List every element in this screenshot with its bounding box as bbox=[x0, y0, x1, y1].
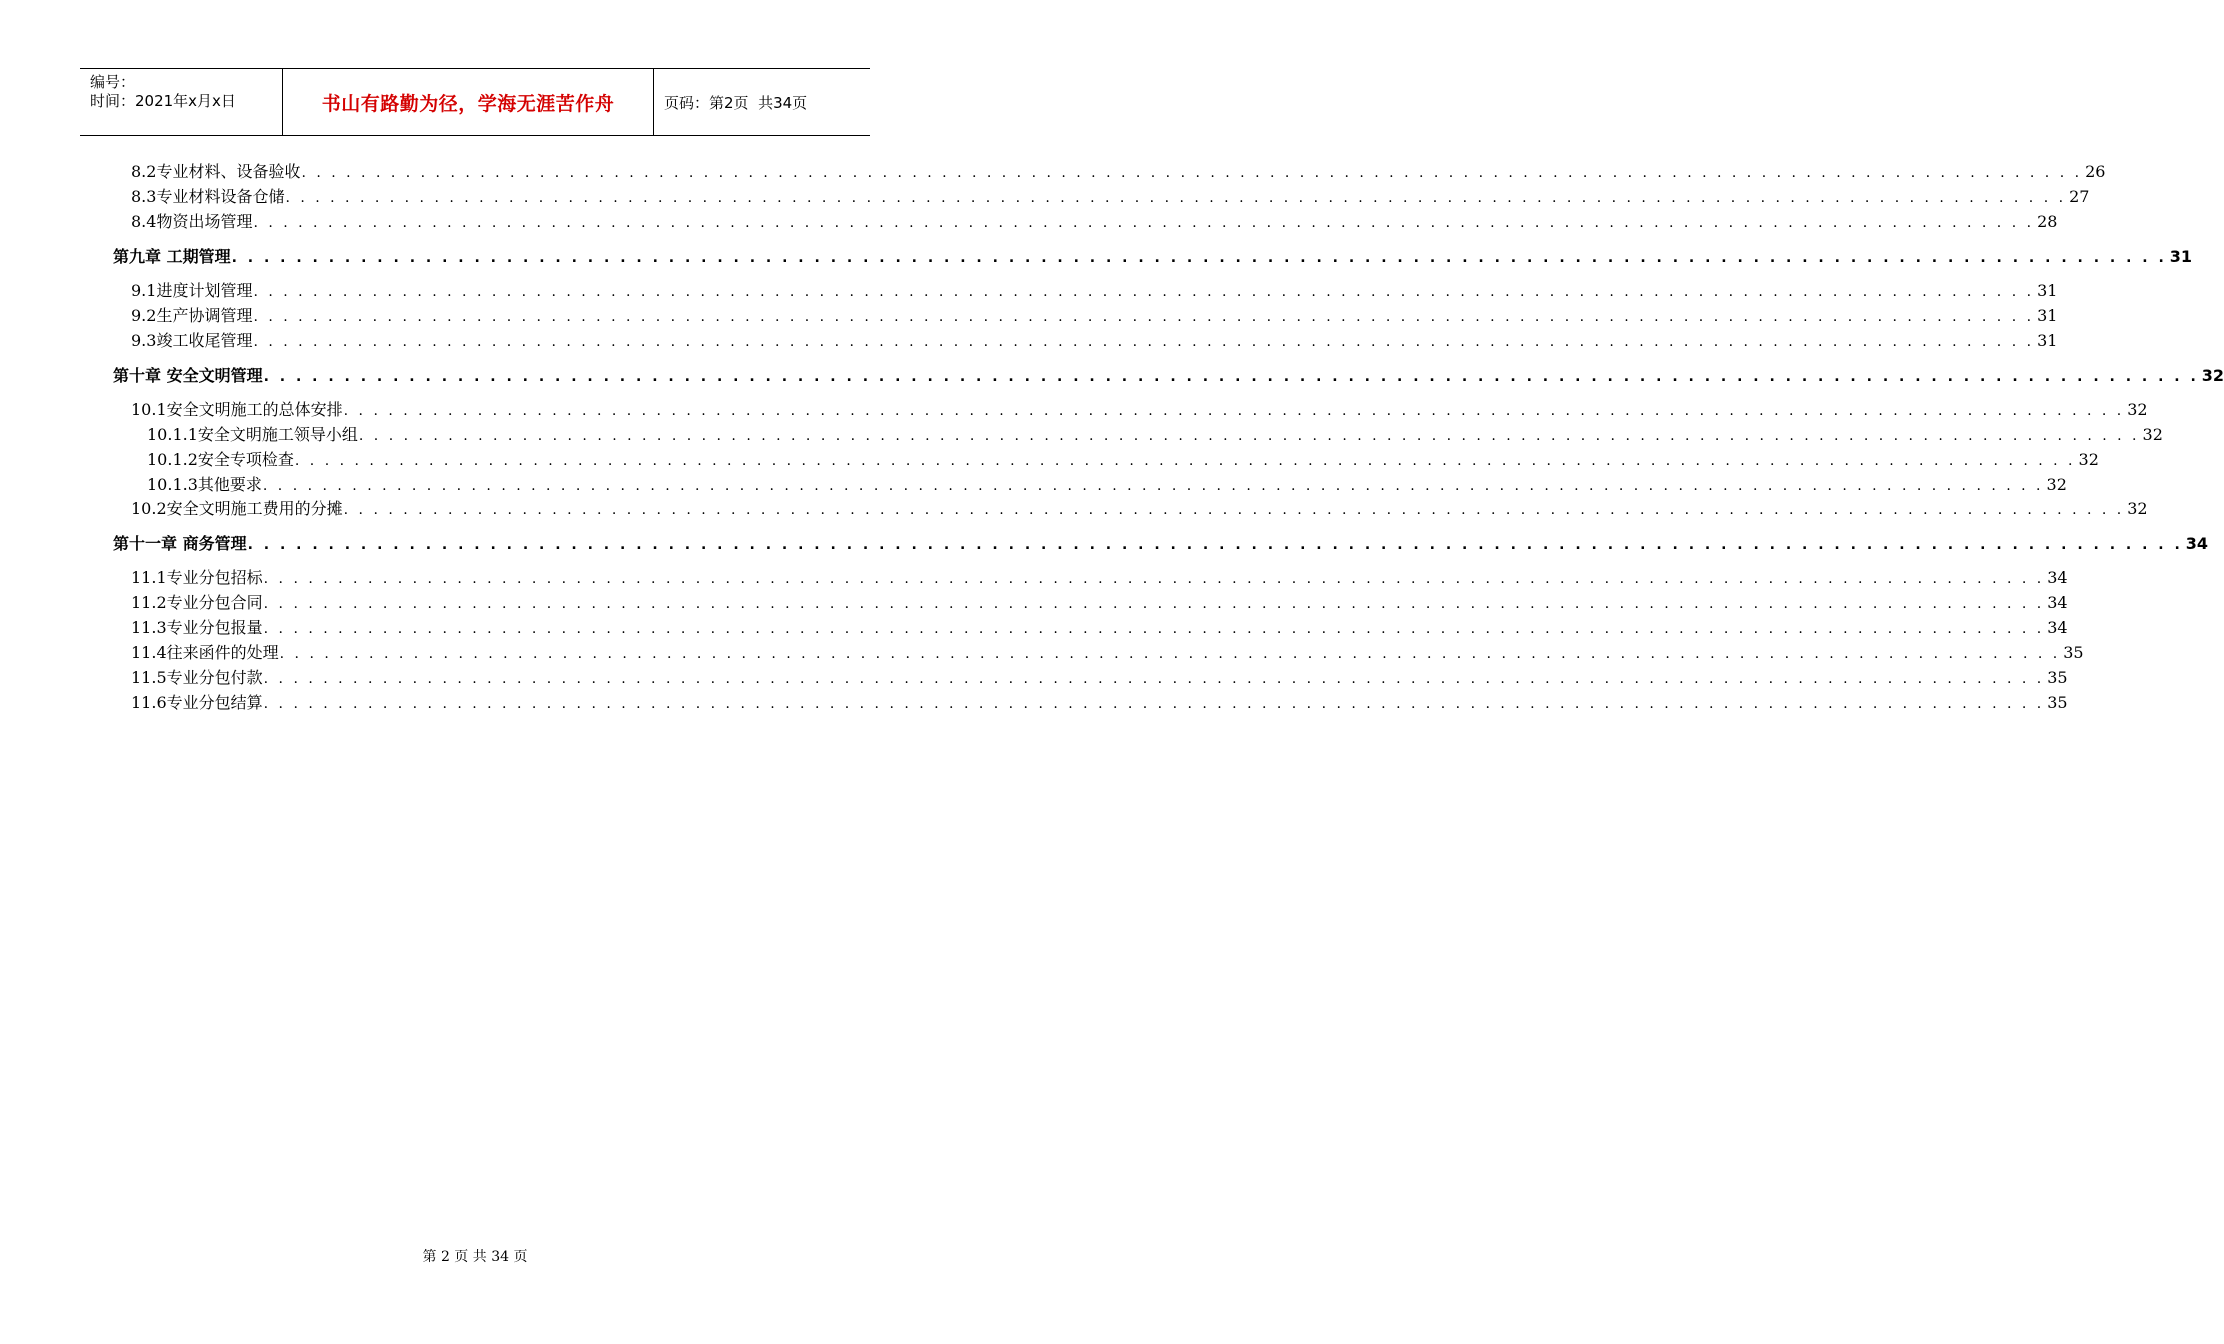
toc-entry[interactable] bbox=[131, 399, 2148, 421]
toc-entry-page: 34 bbox=[2047, 568, 2068, 587]
toc-leader-dots: . . . . . . . . . . . . . . . . . . . . . . . . . . . . . . . . . . . . . . . . . . . . . . . . . . . . . . . . . . . . . . . . . . . . . . . . . . . . . . . . . . . . . . . . . . . . . . . . . . . . . . . . . . . . . . . . . . . . . . . . bbox=[301, 165, 2083, 181]
toc-entry-page: 32 bbox=[2201, 366, 2224, 385]
toc-entry-page: 31 bbox=[2037, 281, 2058, 300]
toc-entry[interactable] bbox=[131, 330, 2058, 352]
toc-leader-dots: . . . . . . . . . . . . . . . . . . . . . . . . . . . . . . . . . . . . . . . . . . . . . . . . . . . . . . . . . . . . . . . . . . . . . . . . . . . . . . . . . . . . . . . . . . . . . . . . . . . . . . . . . . . . . . . . . . . . . . . . bbox=[263, 621, 2045, 637]
toc-entry-label: 10.2安全文明施工费用的分摊 bbox=[131, 499, 343, 518]
toc-leader-dots: . . . . . . . . . . . . . . . . . . . . . . . . . . . . . . . . . . . . . . . . . . . . . . . . . . . . . . . . . . . . . . . . . . . . . . . . . . . . . . . . . . . . . . . . . . . . . . . . . . . . . . . . . . . . . . . . . . . . . . . . bbox=[279, 646, 2061, 662]
toc-entry-label: 8.3专业材料设备仓储 bbox=[131, 187, 285, 206]
toc-entry-label: 11.4往来函件的处理 bbox=[131, 643, 279, 662]
header-motto: 书山有路勤为径，学海无涯苦作舟 bbox=[321, 92, 615, 115]
toc-entry-label: 11.3专业分包报量 bbox=[131, 618, 263, 637]
toc-entry-page: 27 bbox=[2069, 187, 2090, 206]
toc-leader-dots: . . . . . . . . . . . . . . . . . . . . . . . . . . . . . . . . . . . . . . . . . . . . . . . . . . . . . . . . . . . . . . . . . . . . . . . . . . . . . . . . . . . . . . . . . . . . . . . . . . . . . . . . . . . . . . . . . . . . . . . . bbox=[263, 369, 2199, 385]
toc-entry[interactable] bbox=[131, 642, 2084, 664]
document-number-label: 编号： bbox=[90, 73, 136, 91]
toc-entry-label: 第九章 工期管理 bbox=[113, 247, 231, 266]
toc-entry-page: 31 bbox=[2037, 306, 2058, 325]
toc-chapter-entry[interactable] bbox=[113, 533, 2209, 555]
header-meta-cell bbox=[80, 69, 282, 135]
toc-leader-dots: . . . . . . . . . . . . . . . . . . . . . . . . . . . . . . . . . . . . . . . . . . . . . . . . . . . . . . . . . . . . . . . . . . . . . . . . . . . . . . . . . . . . . . . . . . . . . . . . . . . . . . . . . . . . . . . . . . . . . . . . bbox=[247, 537, 2183, 553]
toc-entry-label: 10.1安全文明施工的总体安排 bbox=[131, 400, 343, 419]
toc-entry-page: 31 bbox=[2037, 331, 2058, 350]
toc-entry-label: 第十章 安全文明管理 bbox=[113, 366, 263, 385]
toc-entry[interactable] bbox=[147, 474, 2067, 496]
toc-entry-page: 32 bbox=[2142, 425, 2163, 444]
toc-entry-label: 8.4物资出场管理 bbox=[131, 212, 253, 231]
toc-leader-dots: . . . . . . . . . . . . . . . . . . . . . . . . . . . . . . . . . . . . . . . . . . . . . . . . . . . . . . . . . . . . . . . . . . . . . . . . . . . . . . . . . . . . . . . . . . . . . . . . . . . . . . . . . . . . . . . . . . . . . . . . bbox=[263, 571, 2045, 587]
toc-entry-page: 32 bbox=[2127, 499, 2148, 518]
toc-entry-label: 11.5专业分包付款 bbox=[131, 668, 263, 687]
toc-leader-dots: . . . . . . . . . . . . . . . . . . . . . . . . . . . . . . . . . . . . . . . . . . . . . . . . . . . . . . . . . . . . . . . . . . . . . . . . . . . . . . . . . . . . . . . . . . . . . . . . . . . . . . . . . . . . . . . . . . . . . . . . bbox=[263, 596, 2045, 612]
toc-leader-dots: . . . . . . . . . . . . . . . . . . . . . . . . . . . . . . . . . . . . . . . . . . . . . . . . . . . . . . . . . . . . . . . . . . . . . . . . . . . . . . . . . . . . . . . . . . . . . . . . . . . . . . . . . . . . . . . . . . . . . . . . bbox=[253, 215, 2035, 231]
toc-entry-label: 10.1.1安全文明施工领导小组 bbox=[147, 425, 358, 444]
toc-entry[interactable] bbox=[131, 592, 2068, 614]
toc-entry-page: 34 bbox=[2185, 534, 2209, 553]
toc-entry-label: 8.2专业材料、设备验收 bbox=[131, 162, 301, 181]
toc-leader-dots: . . . . . . . . . . . . . . . . . . . . . . . . . . . . . . . . . . . . . . . . . . . . . . . . . . . . . . . . . . . . . . . . . . . . . . . . . . . . . . . . . . . . . . . . . . . . . . . . . . . . . . . . . . . . . . . . . . . . . . . . bbox=[253, 334, 2035, 350]
toc-entry-label: 9.1进度计划管理 bbox=[131, 281, 253, 300]
toc-leader-dots: . . . . . . . . . . . . . . . . . . . . . . . . . . . . . . . . . . . . . . . . . . . . . . . . . . . . . . . . . . . . . . . . . . . . . . . . . . . . . . . . . . . . . . . . . . . . . . . . . . . . . . . . . . . . . . . . . . . . . . . . bbox=[263, 671, 2045, 687]
toc-entry[interactable] bbox=[131, 211, 2058, 233]
toc-entry-label: 10.1.3其他要求 bbox=[147, 475, 262, 494]
toc-entry-page: 32 bbox=[2078, 450, 2099, 469]
toc-leader-dots: . . . . . . . . . . . . . . . . . . . . . . . . . . . . . . . . . . . . . . . . . . . . . . . . . . . . . . . . . . . . . . . . . . . . . . . . . . . . . . . . . . . . . . . . . . . . . . . . . . . . . . . . . . . . . . . . . . . . . . . . bbox=[253, 309, 2035, 325]
toc-leader-dots: . . . . . . . . . . . . . . . . . . . . . . . . . . . . . . . . . . . . . . . . . . . . . . . . . . . . . . . . . . . . . . . . . . . . . . . . . . . . . . . . . . . . . . . . . . . . . . . . . . . . . . . . . . . . . . . . . . . . . . . . bbox=[263, 696, 2045, 712]
toc-leader-dots: . . . . . . . . . . . . . . . . . . . . . . . . . . . . . . . . . . . . . . . . . . . . . . . . . . . . . . . . . . . . . . . . . . . . . . . . . . . . . . . . . . . . . . . . . . . . . . . . . . . . . . . . . . . . . . . . . . . . . . . . bbox=[253, 284, 2035, 300]
toc-entry-label: 11.6专业分包结算 bbox=[131, 693, 263, 712]
toc-entry-page: 31 bbox=[2169, 247, 2193, 266]
toc-entry-page: 26 bbox=[2085, 162, 2106, 181]
toc-leader-dots: . . . . . . . . . . . . . . . . . . . . . . . . . . . . . . . . . . . . . . . . . . . . . . . . . . . . . . . . . . . . . . . . . . . . . . . . . . . . . . . . . . . . . . . . . . . . . . . . . . . . . . . . . . . . . . . . . . . . . . . . bbox=[262, 478, 2044, 494]
toc-entry-label: 9.2生产协调管理 bbox=[131, 306, 253, 325]
toc-entry[interactable] bbox=[147, 424, 2163, 446]
toc-entry[interactable] bbox=[131, 567, 2068, 589]
toc-entry-label: 10.1.2安全专项检查 bbox=[147, 450, 294, 469]
toc-entry-label: 11.1专业分包招标 bbox=[131, 568, 263, 587]
toc-entry-page: 28 bbox=[2037, 212, 2058, 231]
toc-entry[interactable] bbox=[131, 186, 2090, 208]
header-page-info: 页码：第2页 共34页 bbox=[664, 93, 808, 112]
toc-entry-page: 34 bbox=[2047, 618, 2068, 637]
toc-entry-page: 34 bbox=[2047, 593, 2068, 612]
toc-chapter-entry[interactable] bbox=[113, 365, 2224, 387]
toc-entry-page: 32 bbox=[2127, 400, 2148, 419]
toc-entry-page: 35 bbox=[2063, 643, 2084, 662]
toc-entry-page: 35 bbox=[2047, 668, 2068, 687]
toc-entry-page: 32 bbox=[2046, 475, 2067, 494]
toc-leader-dots: . . . . . . . . . . . . . . . . . . . . . . . . . . . . . . . . . . . . . . . . . . . . . . . . . . . . . . . . . . . . . . . . . . . . . . . . . . . . . . . . . . . . . . . . . . . . . . . . . . . . . . . . . . . . . . . . . . . . . . . . bbox=[294, 453, 2076, 469]
toc-entry[interactable] bbox=[131, 305, 2058, 327]
toc-entry-page: 35 bbox=[2047, 693, 2068, 712]
header-motto-cell bbox=[282, 69, 654, 135]
toc-leader-dots: . . . . . . . . . . . . . . . . . . . . . . . . . . . . . . . . . . . . . . . . . . . . . . . . . . . . . . . . . . . . . . . . . . . . . . . . . . . . . . . . . . . . . . . . . . . . . . . . . . . . . . . . . . . . . . . . . . . . . . . . bbox=[343, 502, 2125, 518]
page-footer: 第 2 页 共 34 页 bbox=[422, 1249, 528, 1265]
toc-entry-label: 11.2专业分包合同 bbox=[131, 593, 263, 612]
document-time-label: 时间：2021年x月x日 bbox=[90, 92, 236, 110]
toc-leader-dots: . . . . . . . . . . . . . . . . . . . . . . . . . . . . . . . . . . . . . . . . . . . . . . . . . . . . . . . . . . . . . . . . . . . . . . . . . . . . . . . . . . . . . . . . . . . . . . . . . . . . . . . . . . . . . . . . . . . . . . . . bbox=[358, 428, 2140, 444]
toc-leader-dots: . . . . . . . . . . . . . . . . . . . . . . . . . . . . . . . . . . . . . . . . . . . . . . . . . . . . . . . . . . . . . . . . . . . . . . . . . . . . . . . . . . . . . . . . . . . . . . . . . . . . . . . . . . . . . . . . . . . . . . . . bbox=[285, 190, 2067, 206]
toc-chapter-entry[interactable] bbox=[113, 246, 2193, 268]
toc-entry[interactable] bbox=[147, 449, 2099, 471]
toc-entry[interactable] bbox=[131, 280, 2058, 302]
toc-entry-label: 第十一章 商务管理 bbox=[113, 534, 247, 553]
toc-entry[interactable] bbox=[131, 667, 2068, 689]
document-header bbox=[80, 68, 870, 136]
toc-entry[interactable] bbox=[131, 692, 2068, 714]
toc-entry[interactable] bbox=[131, 498, 2148, 520]
header-page-cell bbox=[654, 69, 870, 135]
toc-entry[interactable] bbox=[131, 617, 2068, 639]
toc-entry-label: 9.3竣工收尾管理 bbox=[131, 331, 253, 350]
toc-entry[interactable] bbox=[131, 161, 2106, 183]
toc-leader-dots: . . . . . . . . . . . . . . . . . . . . . . . . . . . . . . . . . . . . . . . . . . . . . . . . . . . . . . . . . . . . . . . . . . . . . . . . . . . . . . . . . . . . . . . . . . . . . . . . . . . . . . . . . . . . . . . . . . . . . . . . bbox=[231, 250, 2167, 266]
toc-leader-dots: . . . . . . . . . . . . . . . . . . . . . . . . . . . . . . . . . . . . . . . . . . . . . . . . . . . . . . . . . . . . . . . . . . . . . . . . . . . . . . . . . . . . . . . . . . . . . . . . . . . . . . . . . . . . . . . . . . . . . . . . bbox=[343, 403, 2125, 419]
